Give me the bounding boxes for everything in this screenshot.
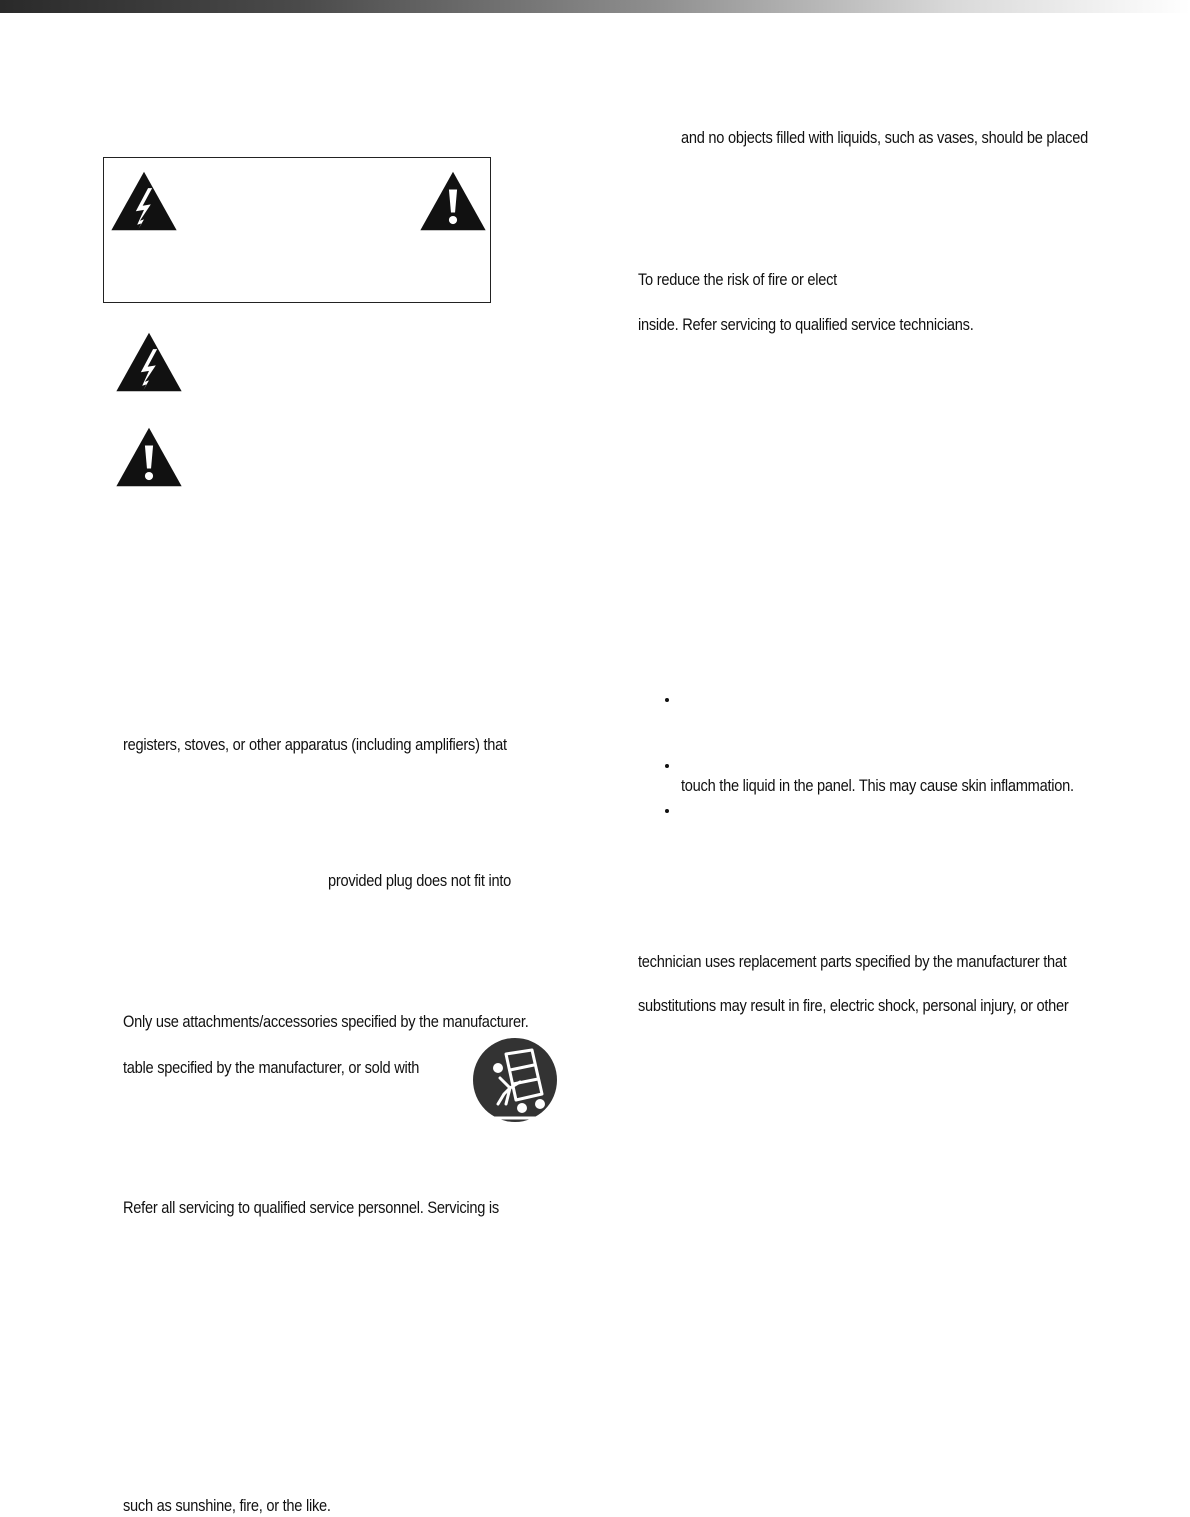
text-line-inside: inside. Refer servicing to qualified service technicians. xyxy=(638,315,974,334)
text-line-touch-liquid: touch the liquid in the panel. This may cause skin inflammation. xyxy=(681,776,1074,795)
text-line-substitutions: substitutions may result in fire, electric shock, personal injury, or other xyxy=(638,996,1069,1015)
bullet xyxy=(665,698,669,702)
bullet xyxy=(665,809,669,813)
text-line-liquids: and no objects filled with liquids, such as vases, should be placed xyxy=(681,128,1088,147)
cart-tip-over-warning-icon xyxy=(470,1038,560,1126)
text-line-technician: technician uses replacement parts specified by the manufacturer that xyxy=(638,952,1067,971)
text-line-sunshine: such as sunshine, fire, or the like. xyxy=(123,1496,331,1515)
lightning-warning-icon xyxy=(115,331,183,393)
text-line-plug: provided plug does not fit into xyxy=(328,871,512,890)
text-line-registers: registers, stoves, or other apparatus (including amplifiers) that xyxy=(123,735,507,754)
text-line-servicing: Refer all servicing to qualified service personnel. Servicing is xyxy=(123,1198,499,1217)
exclamation-warning-icon xyxy=(419,170,487,232)
text-line-table: table specified by the manufacturer, or sold with xyxy=(123,1058,420,1077)
lightning-warning-icon xyxy=(110,170,178,232)
exclamation-warning-icon xyxy=(115,426,183,488)
header-gradient-bar xyxy=(0,0,1190,13)
bullet xyxy=(665,764,669,768)
text-line-reduce-risk: To reduce the risk of fire or elect xyxy=(638,270,837,289)
text-line-attachments: Only use attachments/accessories specified by the manufacturer. xyxy=(123,1012,529,1031)
